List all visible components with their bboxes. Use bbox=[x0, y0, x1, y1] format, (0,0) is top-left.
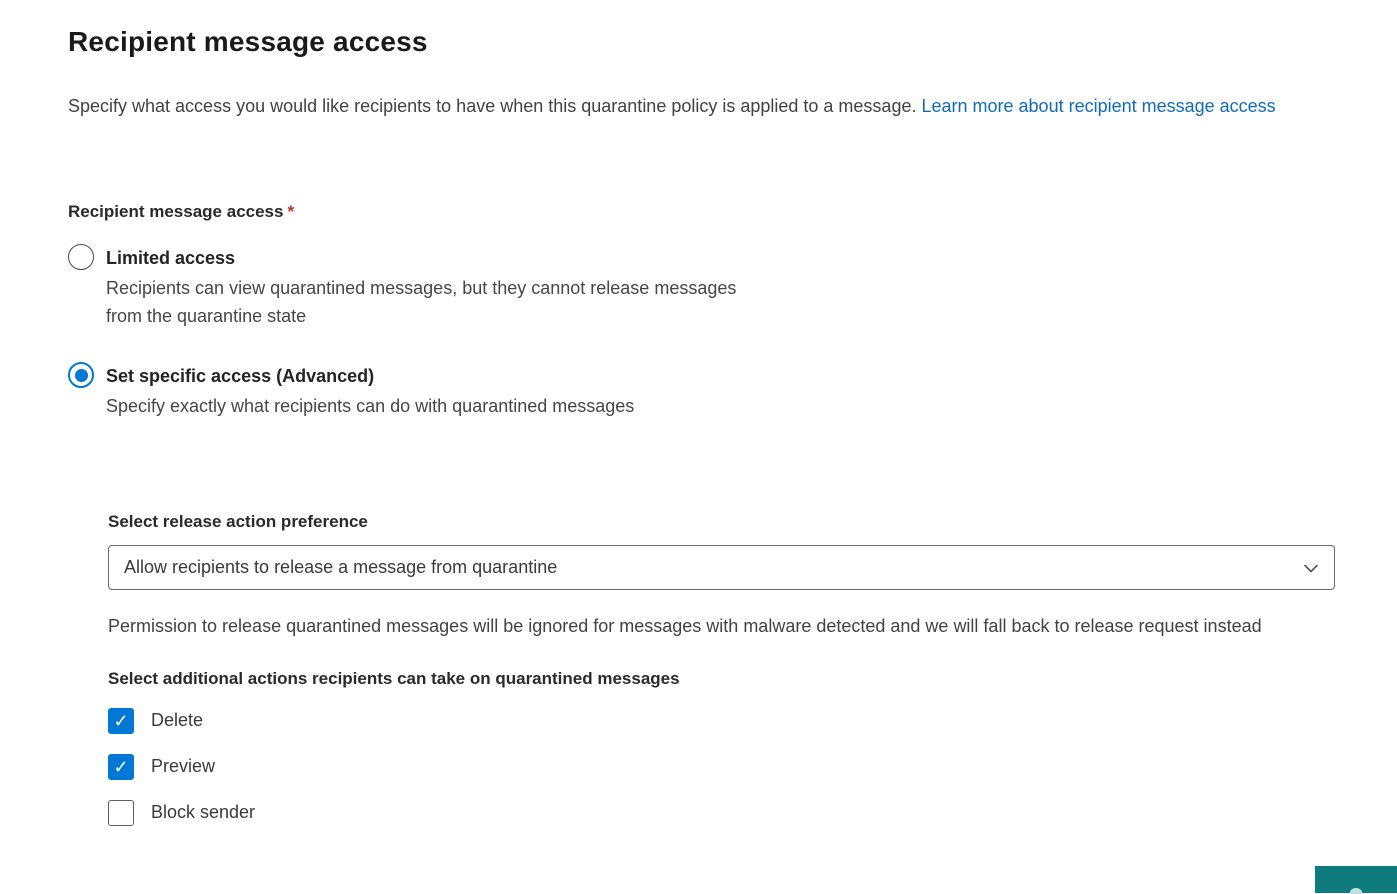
additional-actions-label: Select additional actions recipients can take on quarantined messages bbox=[108, 669, 680, 688]
radio-label-limited-access[interactable]: Limited access bbox=[106, 248, 236, 268]
checkbox-block-sender[interactable] bbox=[108, 800, 134, 826]
advanced-settings-section bbox=[108, 512, 1397, 827]
radio-dot bbox=[75, 369, 88, 382]
checkbox-label-delete[interactable]: Delete bbox=[151, 710, 204, 730]
checkbox-row-preview[interactable] bbox=[108, 752, 1397, 781]
release-preference-note: Permission to release quarantined messages will be ignored for messages with malware detected and we will fall back to release request instead bbox=[108, 616, 1262, 636]
checkmark-icon: ✓ bbox=[113, 756, 129, 777]
radio-button-set-specific-access[interactable] bbox=[68, 362, 94, 388]
radio-option-set-specific-access[interactable] bbox=[68, 362, 1397, 420]
intro-text bbox=[68, 92, 1284, 120]
checkbox-row-delete[interactable] bbox=[108, 706, 1397, 735]
checkbox-label-block-sender[interactable]: Block sender bbox=[151, 802, 256, 822]
page-title: Recipient message access bbox=[68, 26, 428, 57]
learn-more-link[interactable]: Learn more about recipient message access bbox=[921, 96, 1276, 116]
radio-label-set-specific-access[interactable]: Set specific access (Advanced) bbox=[106, 366, 375, 386]
checkbox-delete[interactable] bbox=[108, 708, 134, 734]
release-preference-dropdown[interactable] bbox=[108, 545, 1335, 590]
help-button[interactable] bbox=[1315, 866, 1397, 893]
chevron-down-icon bbox=[1302, 559, 1320, 577]
radio-button-limited-access[interactable] bbox=[68, 244, 94, 270]
radio-option-limited-access[interactable] bbox=[68, 244, 1397, 330]
radio-description-set-specific-access: Specify exactly what recipients can do with quarantined messages bbox=[106, 396, 635, 416]
checkbox-label-preview[interactable]: Preview bbox=[151, 756, 216, 776]
release-preference-label: Select release action preference bbox=[108, 512, 368, 531]
radio-description-limited-access: Recipients can view quarantined messages, but they cannot release messages from the quarantine state bbox=[106, 278, 737, 326]
required-asterisk: * bbox=[287, 202, 295, 221]
intro-description: Specify what access you would like recipients to have when this quarantine policy is applied to a message. bbox=[68, 96, 922, 116]
access-group-label: Recipient message access * bbox=[68, 202, 295, 221]
checkmark-icon: ✓ bbox=[113, 710, 129, 731]
help-icon bbox=[1350, 888, 1363, 894]
checkbox-preview[interactable] bbox=[108, 754, 134, 780]
checkbox-row-block-sender[interactable] bbox=[108, 798, 1397, 827]
release-preference-selected-value: Allow recipients to release a message from quarantine bbox=[124, 557, 558, 577]
